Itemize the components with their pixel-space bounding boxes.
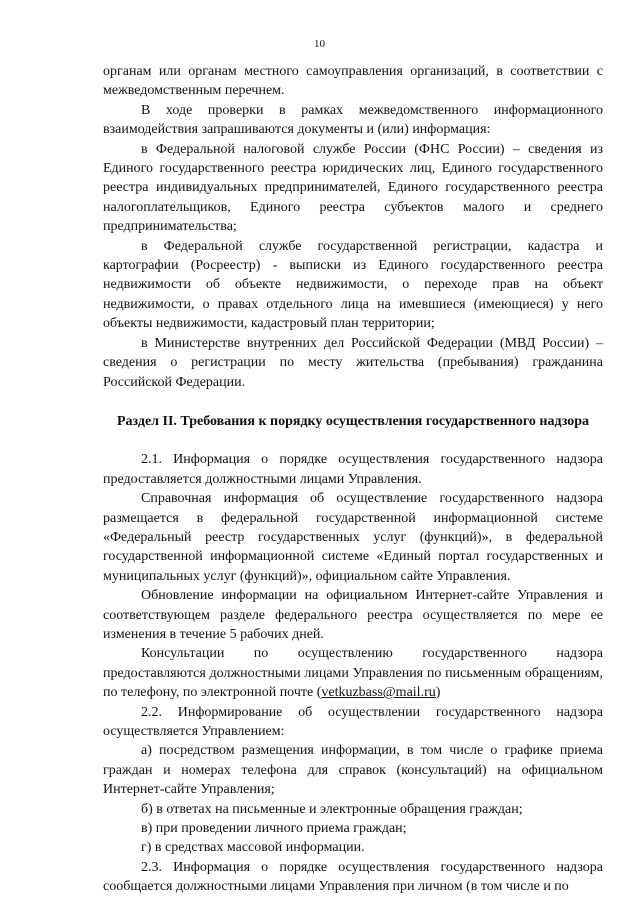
paragraph: В ходе проверки в рамках межведомственного информационного взаимодействия запрашиваются документы и (или) информация: — [103, 102, 603, 138]
paragraph: 2.1. Информация о порядке осуществления государственного надзора предоставляется должностными лицами Управления. — [103, 452, 603, 487]
page-number: 10 — [314, 38, 325, 50]
consult-text: Консультации по осуществлению государственного надзора предоставляются должностными лицами Управления по письменным обращениям, по телефону, по электронной почте ( — [103, 646, 603, 701]
list-item: а) посредством размещения информации, в том числе о графике приема граждан и номерах телефона для справок (консультаций) на официальном Интернет-сайте Управления; — [103, 743, 603, 798]
list-item: в) при проведении личного приема граждан; — [141, 821, 407, 837]
paragraph: в Федеральной налоговой службе России (ФНС России) – сведения из Единого государственного реестра юридических лиц, Единого государственного реестра индивидуальных предпринимателей, Единого государственного реестра налогоплательщиков, Единого реестра субъектов малого и среднего предпринимательства; — [103, 141, 603, 235]
paragraph: органам или органам местного самоуправления организаций, в соответствии с межведомственным перечнем. — [103, 64, 603, 99]
consult-text-end: ) — [435, 685, 441, 701]
paragraph: Справочная информация об осуществление государственного надзора размещается в федеральной государственной информационной системе «Федеральный реестр государственных услуг (функций)», в федеральной государственной информационной системе «Единый портал государственных и муниципальных услуг (функций)», официальном сайте Управления. — [103, 491, 603, 584]
paragraph: в Федеральной службе государственной регистрации, кадастра и картографии (Росреестр) - выписки из Единого государственного реестра недвижимости об объекте недвижимости, о переходе прав на объект недвижимости, о правах отдельного лица на имевшиеся (имеющиеся) у него объекты недвижимости, кадастровый план территории; — [103, 238, 603, 332]
list-item: б) в ответах на письменные и электронные обращения граждан; — [141, 801, 523, 817]
paragraph: 2.3. Информация о порядке осуществления государственного надзора сообщается должностными лицами Управления при личном (в том числе и по — [103, 859, 603, 895]
consult-paragraph — [103, 644, 603, 702]
section-heading: Раздел II. Требования к порядку осуществления государственного надзора — [116, 413, 590, 429]
paragraph: в Министерстве внутренних дел Российской Федерации (МВД России) – сведения о регистрации по месту жительства (пребывания) гражданина Российской Федерации. — [103, 335, 603, 390]
document-body — [103, 62, 603, 897]
list-item: г) в средствах массовой информации. — [141, 840, 365, 856]
email-link[interactable]: vetkuzbass@mail.ru — [321, 685, 436, 701]
paragraph: 2.2. Информирование об осуществлении государственного надзора осуществляется Управлением: — [103, 704, 603, 739]
paragraph: Обновление информации на официальном Интернет-сайте Управления и соответствующем разделе федерального реестра осуществляется по мере ее изменения в течение 5 рабочих дней. — [103, 588, 603, 642]
